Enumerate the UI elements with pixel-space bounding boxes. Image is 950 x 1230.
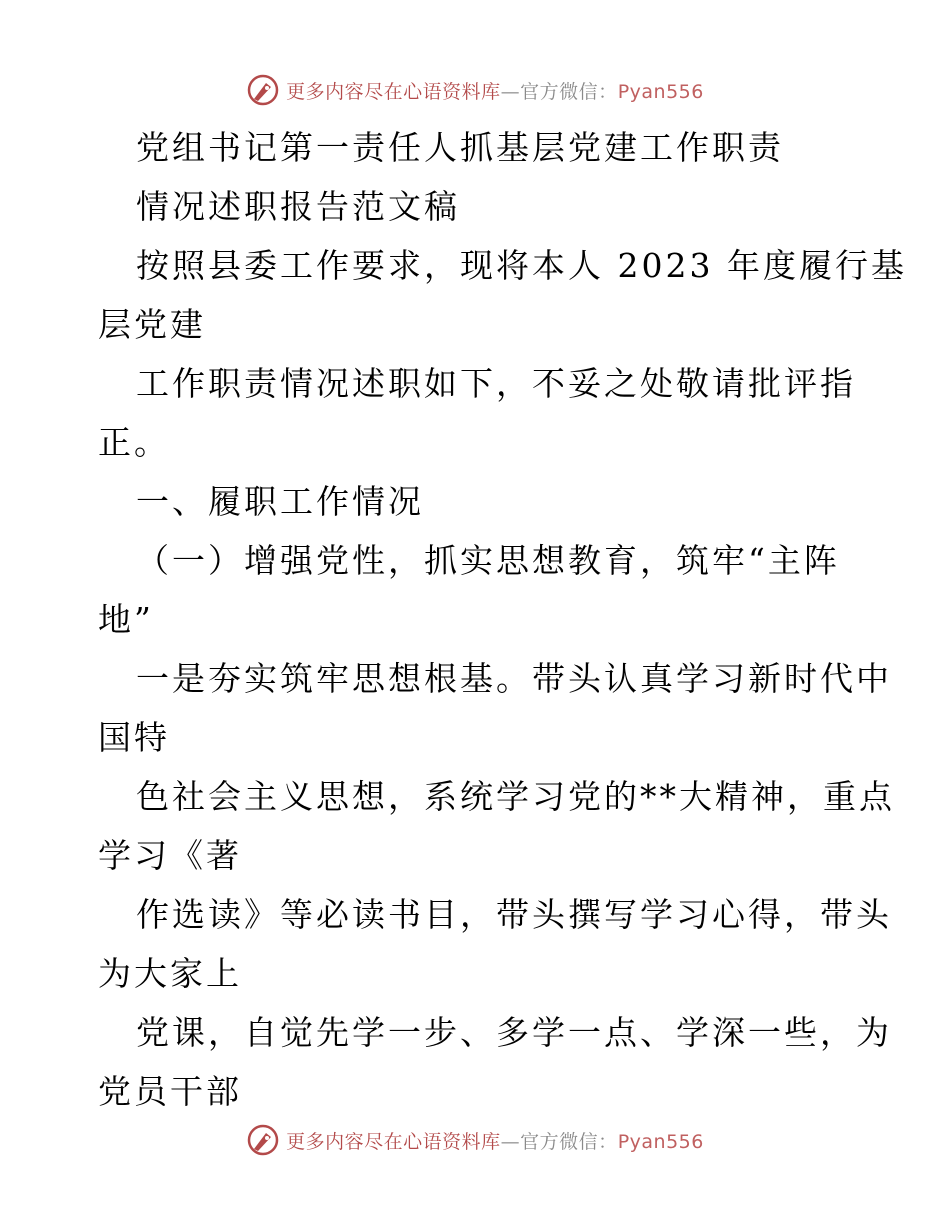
document-line: 地” (98, 600, 154, 639)
document-line: 党课，自觉先学一步、多学一点、学深一些，为 (136, 1013, 892, 1052)
document-line: 作选读》等必读书目，带头撰写学习心得，带头 (136, 895, 892, 934)
banner-separator: — (500, 80, 521, 103)
document-line: 学习《著 (98, 836, 242, 875)
footer-watermark-banner (0, 1120, 950, 1160)
header-watermark-banner (0, 70, 950, 110)
banner-wechat-id: Pyan556 (617, 1130, 704, 1153)
document-line: 一是夯实筑牢思想根基。带头认真学习新时代中 (136, 659, 892, 698)
banner-separator: — (500, 1130, 521, 1153)
banner-wechat-id: Pyan556 (617, 80, 704, 103)
banner-main-text: 更多内容尽在心语资料库 (286, 1130, 501, 1153)
document-line: 按照县委工作要求，现将本人 2023 年度履行基 (136, 246, 907, 285)
banner-label: 官方微信： (520, 1130, 618, 1153)
document-line: 党组书记第一责任人抓基层党建工作职责 (136, 128, 784, 167)
section-heading: 一、履职工作情况 (136, 482, 424, 521)
pen-nib-logo-icon (246, 1123, 280, 1157)
document-line: 情况述职报告范文稿 (136, 187, 460, 226)
document-body (98, 118, 907, 1121)
banner-main-text: 更多内容尽在心语资料库 (286, 80, 501, 103)
document-line: 党员干部 (98, 1072, 242, 1111)
document-line: 为大家上 (98, 954, 242, 993)
document-line: 色社会主义思想，系统学习党的**大精神，重点 (136, 777, 895, 816)
document-line: 层党建 (98, 305, 206, 344)
banner-label: 官方微信： (520, 80, 618, 103)
document-line: 工作职责情况述职如下，不妥之处敬请批评指 (136, 364, 856, 403)
pen-nib-logo-icon (246, 73, 280, 107)
document-line: 国特 (98, 718, 170, 757)
document-line: 正。 (98, 423, 170, 462)
subsection-heading: （一）增强党性，抓实思想教育，筑牢“主阵 (136, 541, 840, 580)
